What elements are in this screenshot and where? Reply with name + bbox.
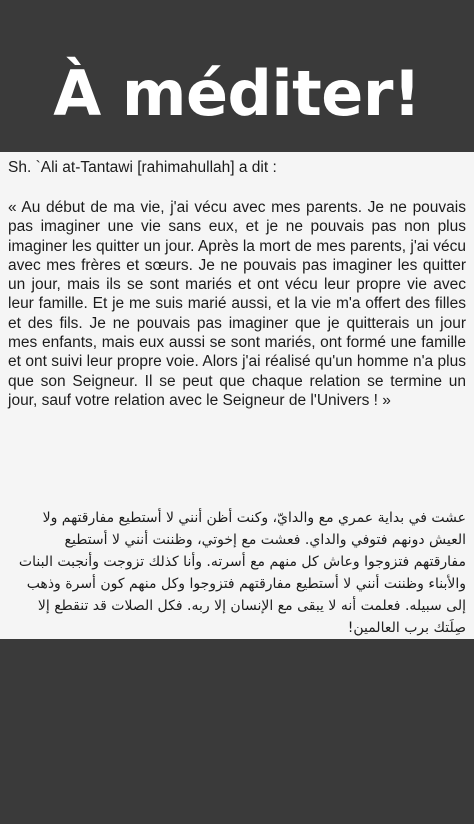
quote-text-french: « Au début de ma vie, j'ai vécu avec mes parents. Je ne pouvais pas imaginer une vie sans eux, et je ne pouvais pas non plus imaginer les quitter un jour. Après la mort de mes parents, j'ai vécu avec mes frères et sœurs. Je ne pouvais pas imaginer les quitter un jour, mais ils se sont mariés et ont vécu leur propre vie avec leur famille. Et je me suis marié aussi, et la vie m'a offert des filles et des fils. Je ne pouvais pas imaginer que je quitterais un jour mes enfants, mais eux aussi se sont mariés, ont formé une famille et ont suivi leur propre voie. Alors j'ai réalisé qu'un homme n'a plus que son Seigneur. Il se peut que chaque relation se termine un jour, sauf votre relation avec le Seigneur de l'Univers ! » [8,199,466,409]
quote-attribution: Sh. `Ali at-Tantawi [rahimahullah] a dit : [8,159,277,176]
quote-card [0,152,474,639]
banner-title: À méditer! [53,57,421,130]
quote-text-arabic: عشت في بداية عمري مع والدايّ، وكنت أظن أنني لا أستطيع مفارقتهم ولا العيش دونهم فتوفي والداي. فعشت مع إخوتي، وظننت أنني لا أستطيع مفارقتهم فتزوجوا وعاش كل منهم مع أسرته. وأنا كذلك تزوجت وأنجبت البنات والأبناء وظننت أنني لا أستطيع مفارقتهم فتزوجوا وكل منهم كون أسرة وذهب إلى سبيله. فعلمت أنه لا يبقى مع الإنسان إلا ربه. فكل الصلات قد تنقطع إلا صِلَتك برب العالمين! [18,510,466,636]
